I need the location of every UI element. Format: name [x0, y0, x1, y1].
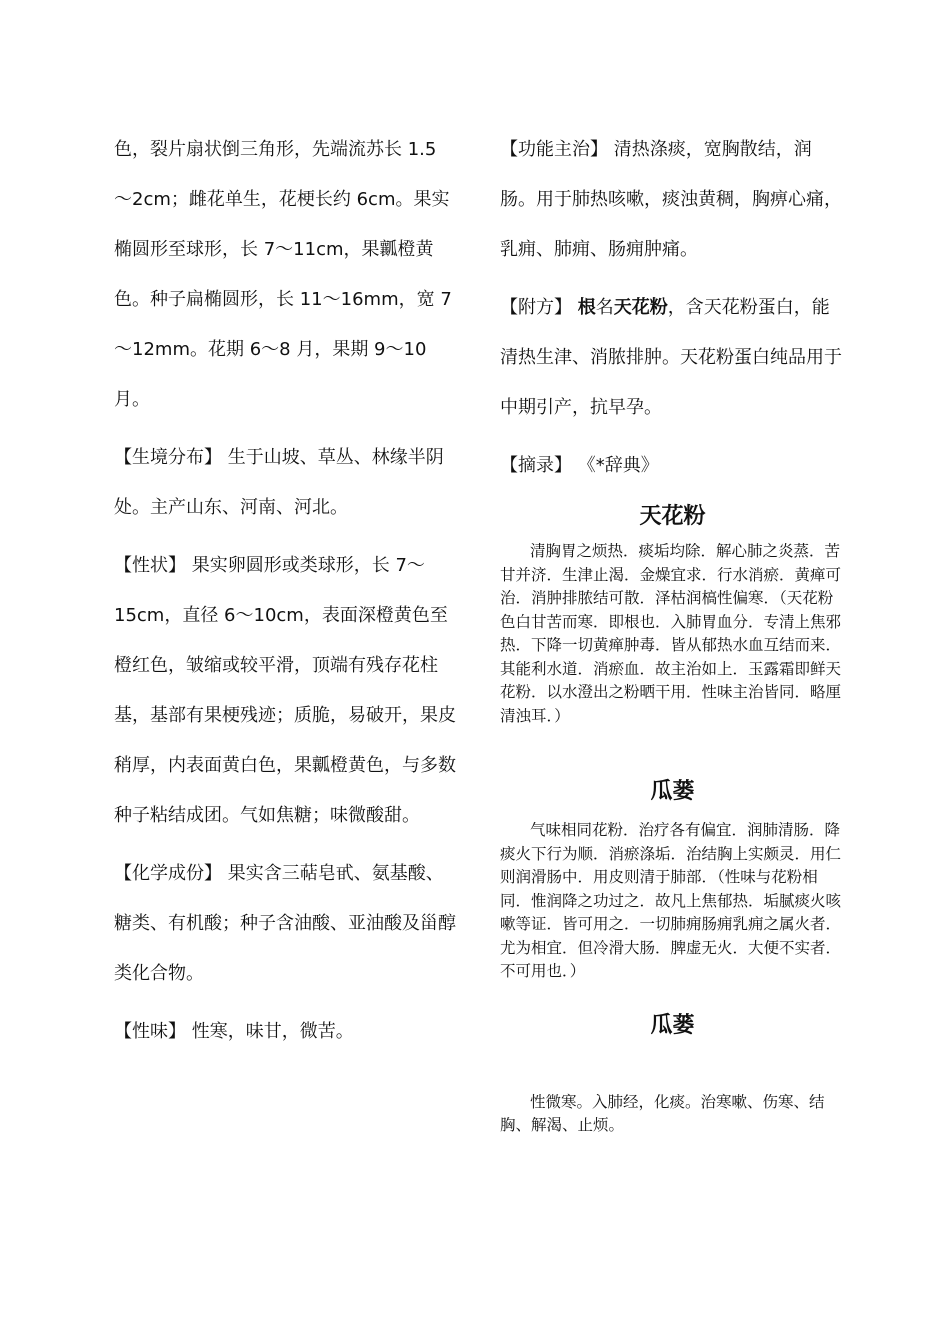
gualou-text-1: [500, 819, 845, 984]
prescription-tianhuafen: 天花粉: [613, 297, 668, 318]
heading-gualou-1: 瓜蒌: [650, 779, 695, 804]
gualou-body-2: 性微寒。入肺经，化痰。治寒嗽、伤寒、结胸、解渴、止烦。: [500, 1092, 825, 1134]
botany-description: 色，裂片扇状倒三角形，先端流苏长 1.5 ～2cm；雌花单生，花梗长约 6cm。果实椭圆形至球形，长 7～11cm，果瓤橙黄色。种子扁椭圆形，长 11～16mm，宽 7～12mm。花期 6～8 月，果期 9～10 月。: [114, 139, 452, 410]
gualou-body-1: 气味相同花粉．治疗各有偏宜．润肺清肠．降痰火下行为顺．消瘀涤垢．治结胸上实颇灵．用仁则润滑肠中．用皮则清于肺部．（性味与花粉相同．惟润降之功过之．故凡上焦郁热．垢腻痰火咳嗽等证．皆可用之．一切肺痈肠痈乳痈之属火者．尤为相宜．但冷滑大肠．脾虚无火．大便不实者．不可用也．）: [500, 821, 842, 980]
prescription-text: ，含天花粉蛋白，能清热生津、消脓排肿。天花粉蛋白纯品用于中期引产，抗早孕。: [500, 297, 842, 418]
functions-indications: 【功能主治】 清热涤痰，宽胸散结，润肠。用于肺热咳嗽，痰浊黄稠，胸痹心痛，乳痈、肺痈、肠痈肿痛。: [500, 139, 842, 260]
heading-gualou-2: 瓜蒌: [650, 1012, 695, 1038]
excerpt-source: 【摘录】 《*辞典》: [500, 455, 659, 476]
left-column: [114, 125, 459, 1065]
nature-flavor: 【性味】 性寒，味甘，微苦。: [114, 1021, 354, 1042]
prescription-root: 根: [577, 297, 596, 318]
tianhuafen-text: [500, 540, 845, 728]
gualou-text-2: [500, 1091, 845, 1138]
prescription: [500, 283, 845, 433]
characteristics: 【性状】 果实卵圆形或类球形，长 7～15cm，直径 6～10cm，表面深橙黄色至橙红色，皱缩或较平滑，顶端有残存花柱基，基部有果梗残迹；质脆，易破开，果皮稍厚，内表面黄白色，果瓤橙黄色，与多数种子粘结成团。气如焦糖；味微酸甜。: [114, 555, 456, 826]
tianhuafen-body: 清胸胃之烦热．痰垢均除．解心肺之炎蒸．苦甘并济．生津止渴．金燥宜求．行水消瘀．黄瘅可治．消肿排脓结可散．泽枯润槁性偏寒．（天花粉色白甘苦而寒．即根也．入肺胃血分．专清上焦邪热．下降一切黄瘅肿毒．皆从郁热水血互结而来．其能利水道．消瘀血．故主治如上．玉露霜即鲜天花粉．以水澄出之粉晒干用．性味主治皆同．略厘清浊耳．）: [500, 542, 842, 725]
chemical-composition: 【化学成份】 果实含三萜皂甙、氨基酸、糖类、有机酸；种子含油酸、亚油酸及甾醇类化合物。: [114, 863, 456, 984]
habitat-distribution: 【生境分布】 生于山坡、草丛、林缘半阴处。主产山东、河南、河北。: [114, 447, 444, 518]
right-column: [500, 125, 845, 1138]
prescription-label: 【附方】: [500, 297, 578, 318]
prescription-text-name: 名: [595, 297, 614, 318]
heading-tianhuafen: 天花粉: [639, 504, 706, 529]
